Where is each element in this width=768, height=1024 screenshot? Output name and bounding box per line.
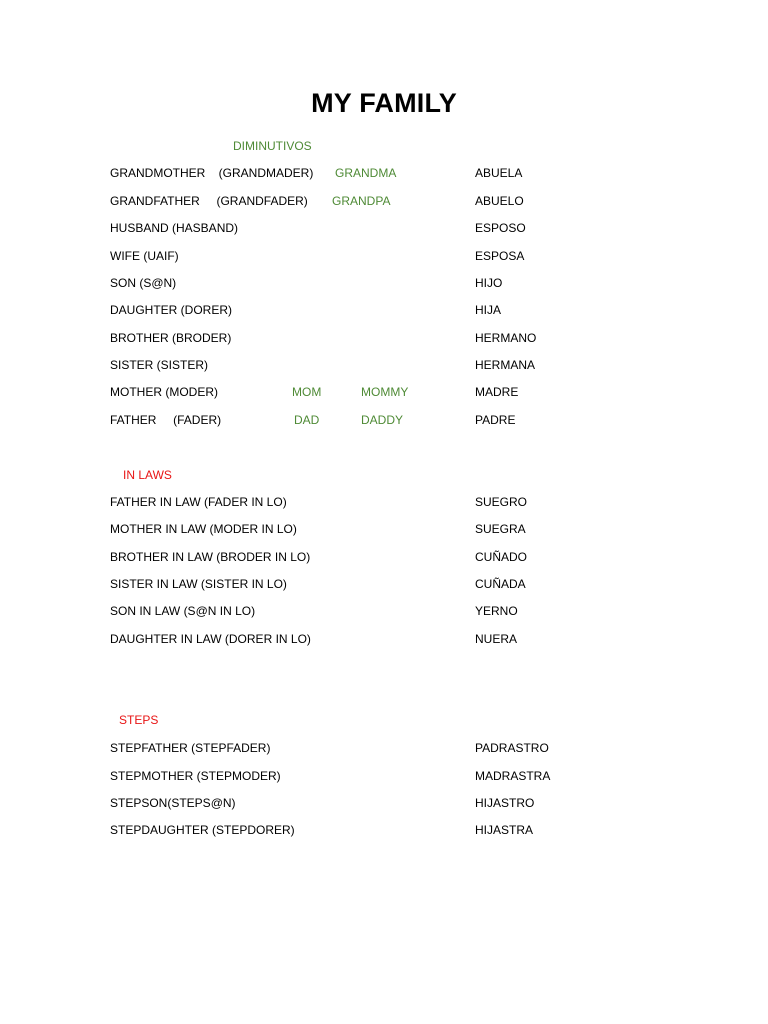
family-spanish: PADRE bbox=[475, 413, 516, 427]
in-law-spanish: SUEGRO bbox=[475, 495, 528, 509]
in-laws-heading: IN LAWS bbox=[123, 468, 172, 482]
family-english: SISTER (SISTER) bbox=[110, 358, 209, 372]
step-english: STEPDAUGHTER (STEPDORER) bbox=[110, 823, 295, 837]
family-diminutive: GRANDMA bbox=[335, 166, 397, 180]
step-spanish: HIJASTRA bbox=[475, 823, 534, 837]
in-law-english: DAUGHTER IN LAW (DORER IN LO) bbox=[110, 632, 311, 646]
family-spanish: ESPOSA bbox=[475, 249, 525, 263]
diminutivos-label: DIMINUTIVOS bbox=[233, 139, 312, 153]
in-law-english: FATHER IN LAW (FADER IN LO) bbox=[110, 495, 287, 509]
family-spanish: ABUELO bbox=[475, 194, 524, 208]
steps-heading: STEPS bbox=[119, 713, 159, 727]
family-spanish: ESPOSO bbox=[475, 221, 526, 235]
family-diminutive: MOM bbox=[292, 385, 322, 399]
step-spanish: HIJASTRO bbox=[475, 796, 535, 810]
in-law-english: MOTHER IN LAW (MODER IN LO) bbox=[110, 522, 297, 536]
family-english: DAUGHTER (DORER) bbox=[110, 303, 232, 317]
step-spanish: PADRASTRO bbox=[475, 741, 549, 755]
step-english: STEPMOTHER (STEPMODER) bbox=[110, 769, 281, 783]
step-spanish: MADRASTRA bbox=[475, 769, 551, 783]
family-spanish: HERMANO bbox=[475, 331, 537, 345]
family-diminutive: DADDY bbox=[361, 413, 404, 427]
in-law-english: SISTER IN LAW (SISTER IN LO) bbox=[110, 577, 287, 591]
in-law-english: BROTHER IN LAW (BRODER IN LO) bbox=[110, 550, 311, 564]
family-diminutive: MOMMY bbox=[361, 385, 409, 399]
family-english: FATHER (FADER) bbox=[110, 413, 222, 427]
in-law-spanish: SUEGRA bbox=[475, 522, 526, 536]
family-spanish: ABUELA bbox=[475, 166, 523, 180]
in-law-english: SON IN LAW (S@N IN LO) bbox=[110, 604, 256, 618]
family-english: MOTHER (MODER) bbox=[110, 385, 218, 399]
step-english: STEPFATHER (STEPFADER) bbox=[110, 741, 271, 755]
family-english: GRANDFATHER (GRANDFADER) bbox=[110, 194, 308, 208]
step-english: STEPSON(STEPS@N) bbox=[110, 796, 236, 810]
in-law-spanish: CUÑADA bbox=[475, 577, 526, 591]
family-english: WIFE (UAIF) bbox=[110, 249, 179, 263]
family-spanish: HIJA bbox=[475, 303, 502, 317]
family-diminutive: GRANDPA bbox=[332, 194, 391, 208]
in-law-spanish: CUÑADO bbox=[475, 550, 528, 564]
family-english: SON (S@N) bbox=[110, 276, 177, 290]
family-spanish: MADRE bbox=[475, 385, 519, 399]
family-diminutive: DAD bbox=[294, 413, 320, 427]
family-english: GRANDMOTHER (GRANDMADER) bbox=[110, 166, 314, 180]
family-spanish: HERMANA bbox=[475, 358, 536, 372]
family-english: BROTHER (BRODER) bbox=[110, 331, 232, 345]
family-english: HUSBAND (HASBAND) bbox=[110, 221, 239, 235]
page-title: MY FAMILY bbox=[311, 88, 457, 118]
in-law-spanish: NUERA bbox=[475, 632, 518, 646]
family-spanish: HIJO bbox=[475, 276, 503, 290]
in-law-spanish: YERNO bbox=[475, 604, 518, 618]
